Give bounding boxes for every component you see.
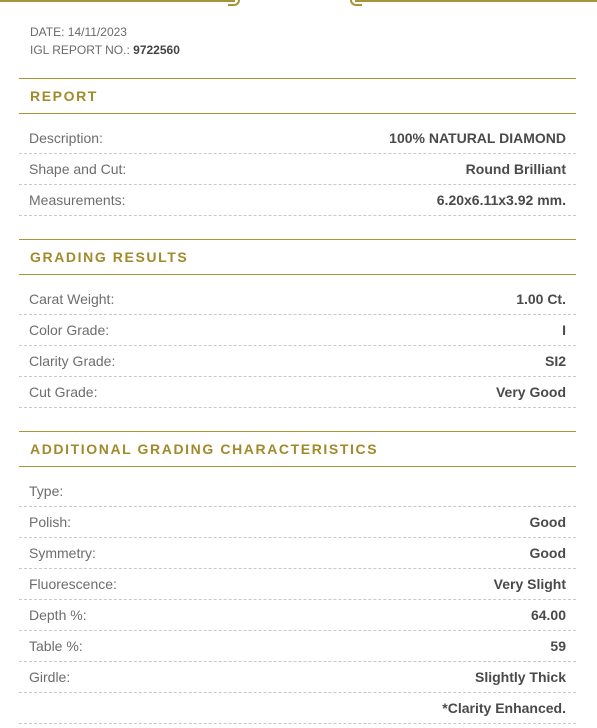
row-label: Description: <box>29 130 103 146</box>
row-label: Symmetry: <box>29 545 96 561</box>
report-frame <box>0 0 597 4</box>
row-label: Cut Grade: <box>29 384 98 400</box>
report-number-line <box>30 41 180 59</box>
additional-rows <box>19 476 576 724</box>
section-title: ADDITIONAL GRADING CHARACTERISTICS <box>30 441 379 457</box>
table-row <box>19 662 576 693</box>
table-row <box>19 315 576 346</box>
row-value: Good <box>529 514 566 530</box>
additional-characteristics-section <box>19 431 576 724</box>
table-row <box>19 346 576 377</box>
report-number-value: 9722560 <box>133 43 180 57</box>
clarity-enhanced-note: *Clarity Enhanced. <box>442 700 566 716</box>
grading-results-section <box>19 239 576 408</box>
row-value: Good <box>529 545 566 561</box>
table-row <box>19 476 576 507</box>
frame-top-right <box>355 0 597 2</box>
row-value: SI2 <box>544 353 566 369</box>
section-header <box>19 78 576 114</box>
table-row <box>19 631 576 662</box>
section-header <box>19 431 576 467</box>
section-title: REPORT <box>30 88 98 104</box>
report-section <box>19 78 576 216</box>
report-meta <box>30 23 180 59</box>
row-value: I <box>562 322 566 338</box>
row-value: Slightly Thick <box>474 669 566 685</box>
table-row <box>19 538 576 569</box>
section-header <box>19 239 576 275</box>
report-rows <box>19 123 576 216</box>
frame-notch-right <box>350 0 362 6</box>
row-value: Very Slight <box>493 576 566 592</box>
row-label: Color Grade: <box>29 322 110 338</box>
date-value: 14/11/2023 <box>67 25 127 39</box>
grading-rows <box>19 284 576 408</box>
row-label: Table %: <box>29 638 83 654</box>
row-label: Carat Weight: <box>29 291 115 307</box>
row-label: Depth %: <box>29 607 87 623</box>
table-row <box>19 600 576 631</box>
row-value: 6.20x6.11x3.92 mm. <box>436 192 566 208</box>
frame-notch-left <box>228 0 240 6</box>
row-label: Type: <box>29 483 64 499</box>
table-row <box>19 507 576 538</box>
row-label: Fluorescence: <box>29 576 117 592</box>
report-number-label: IGL REPORT NO.: <box>30 43 130 57</box>
row-label: Girdle: <box>29 669 71 685</box>
row-value: Very Good <box>495 384 566 400</box>
section-title: GRADING RESULTS <box>30 249 189 265</box>
row-value: 64.00 <box>530 607 566 623</box>
frame-top-left <box>0 0 235 2</box>
row-value: Round Brilliant <box>465 161 566 177</box>
table-row <box>19 154 576 185</box>
table-row <box>19 284 576 315</box>
row-value: 59 <box>550 638 566 654</box>
table-row <box>19 377 576 408</box>
date-label: DATE: <box>30 25 65 39</box>
row-value: 100% NATURAL DIAMOND <box>389 130 566 146</box>
table-row <box>19 123 576 154</box>
table-row <box>19 569 576 600</box>
row-label: Measurements: <box>29 192 126 208</box>
row-label: Shape and Cut: <box>29 161 127 177</box>
table-row <box>19 185 576 216</box>
row-label: Clarity Grade: <box>29 353 116 369</box>
row-label: Polish: <box>29 514 72 530</box>
table-row <box>19 693 576 724</box>
row-value: 1.00 Ct. <box>516 291 566 307</box>
date-line <box>30 23 180 41</box>
